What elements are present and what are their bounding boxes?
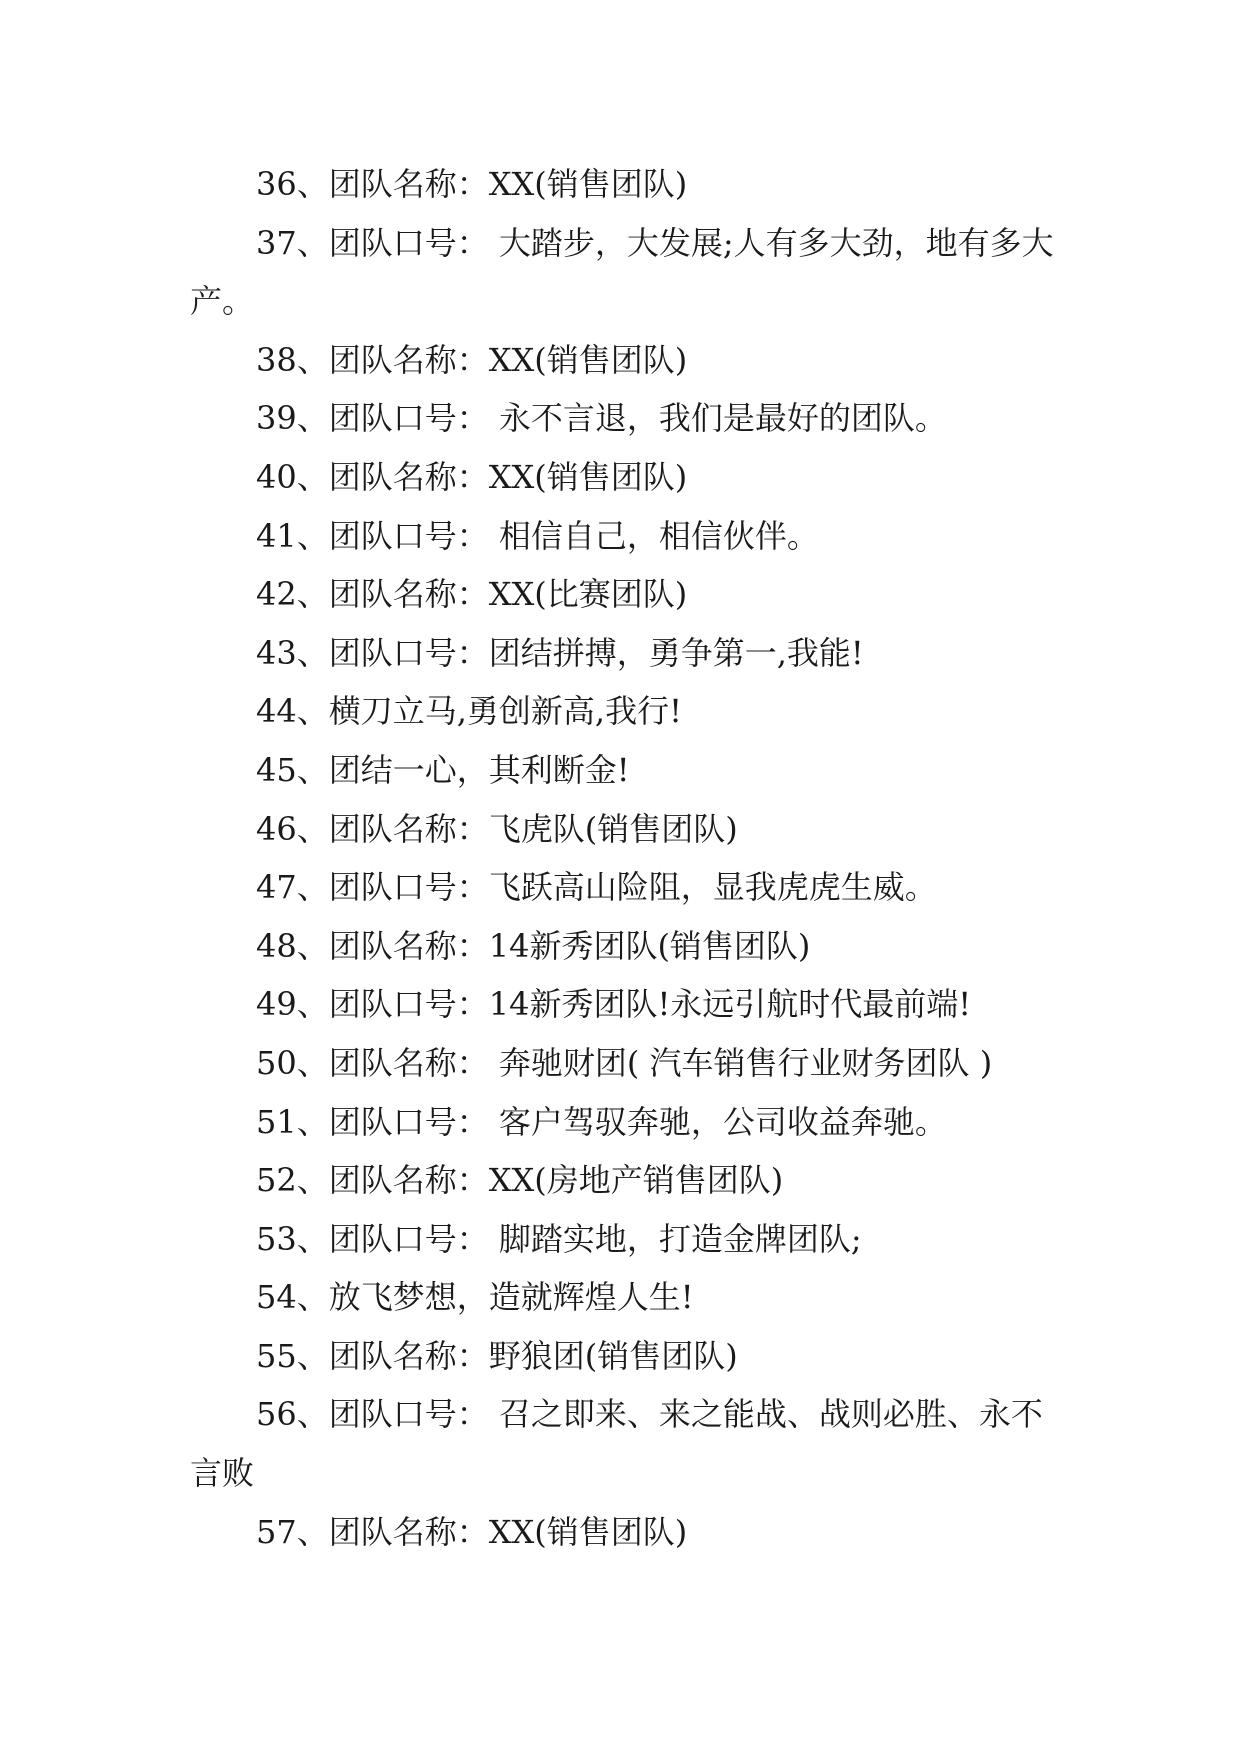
paragraph-42: 42、团队名称：XX(比赛团队) xyxy=(256,575,688,614)
paragraph-41: 41、团队口号： 相信自己，相信伙伴。 xyxy=(256,516,819,555)
paragraph-52: 52、团队名称：XX(房地产销售团队) xyxy=(256,1161,784,1200)
paragraph-48: 48、团队名称：14新秀团队(销售团队) xyxy=(256,926,811,965)
document-body xyxy=(190,155,1056,1561)
paragraph-50: 50、团队名称： 奔驰财团( 汽车销售行业财务团队 ) xyxy=(256,1043,993,1082)
paragraph-57: 57、团队名称：XX(销售团队) xyxy=(256,1512,688,1551)
paragraph-38: 38、团队名称：XX(销售团队) xyxy=(256,340,688,379)
paragraph-40: 40、团队名称：XX(销售团队) xyxy=(256,457,688,496)
paragraph-49: 49、团队口号：14新秀团队!永远引航时代最前端! xyxy=(256,985,972,1024)
paragraph-51: 51、团队口号： 客户驾驭奔驰，公司收益奔驰。 xyxy=(256,1102,947,1141)
paragraph-46: 46、团队名称：飞虎队(销售团队) xyxy=(256,809,738,848)
paragraph-56: 56、团队口号： 召之即来、来之能战、战则必胜、永不言败 xyxy=(190,1395,1043,1493)
paragraph-39: 39、团队口号： 永不言退，我们是最好的团队。 xyxy=(256,399,947,438)
paragraph-36: 36、团队名称：XX(销售团队) xyxy=(256,165,688,203)
paragraph-47: 47、团队口号：飞跃高山险阻，显我虎虎生威。 xyxy=(256,868,937,907)
paragraph-43: 43、团队口号：团结拼搏，勇争第一,我能! xyxy=(256,633,864,672)
paragraph-37: 37、团队口号： 大踏步，大发展;人有多大劲，地有多大产。 xyxy=(190,223,1054,321)
paragraph-53: 53、团队口号： 脚踏实地，打造金牌团队; xyxy=(256,1219,862,1258)
paragraph-54: 54、放飞梦想，造就辉煌人生! xyxy=(256,1278,694,1317)
paragraph-44: 44、横刀立马,勇创新高,我行! xyxy=(256,692,682,731)
paragraph-45: 45、团结一心，其利断金! xyxy=(256,750,630,789)
paragraph-55: 55、团队名称：野狼团(销售团队) xyxy=(256,1336,738,1375)
